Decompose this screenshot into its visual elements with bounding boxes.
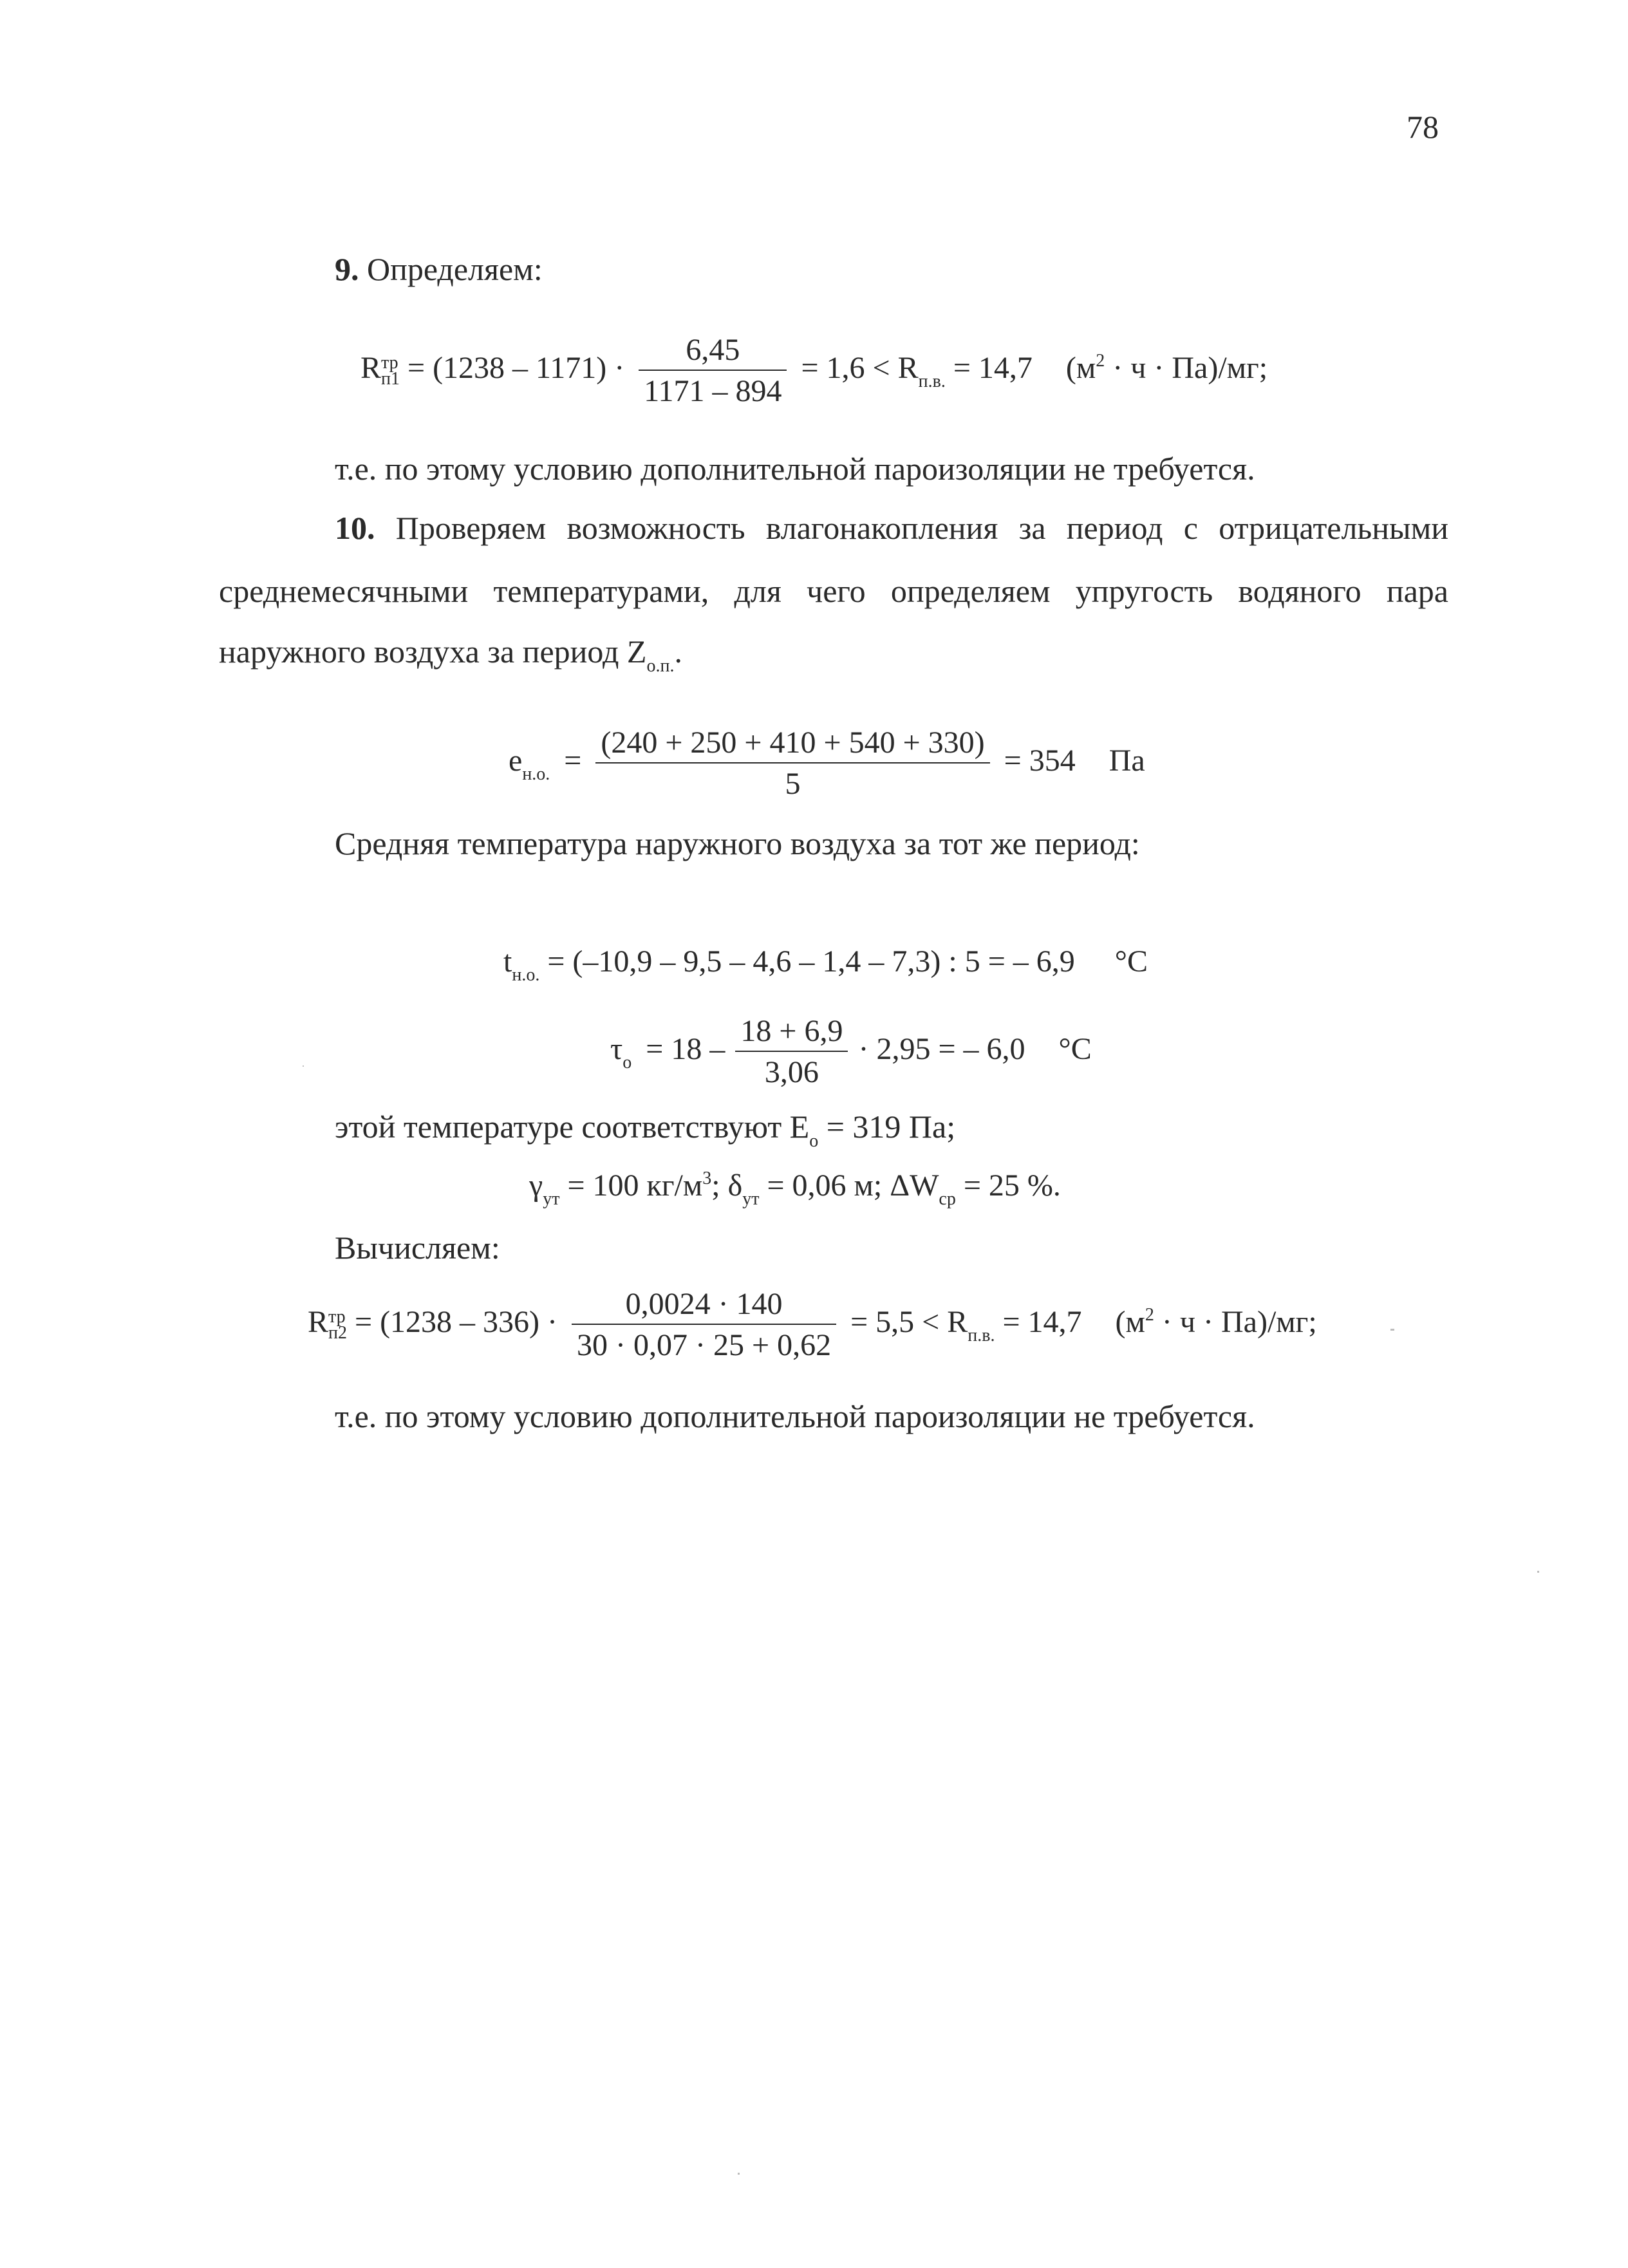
section-10-conclusion: т.е. по этому условию дополнительной пароизоляции не требуется.: [335, 1398, 1255, 1434]
formula-r-p1: R тр п1 = (1238 – 1171) · $\frac{6,45}{1171 - 894}$ = $1,6 < R_{п.в.} = 14,7$ $(м^2 \cdot ч \cdot Па)/мг$;: [360, 333, 1268, 408]
fraction: $\frac{6,45}{1171 - 894}$: [639, 335, 787, 407]
fraction: $\frac{18 + 6,9}{3,06}$: [735, 1016, 848, 1088]
section-10-line-2: среднемесячными температурами, для чего определяем упругость водяного пара: [219, 573, 1448, 609]
compute-label: Вычисляем:: [335, 1230, 500, 1266]
formula-e-no: $e_{н.о.}$ = $\frac{(240 + 250 + 410 + 540 + 330)}{5}$ = 354 Па: [509, 726, 1145, 801]
section-10-number: 10.: [335, 510, 375, 546]
scan-speck: [303, 1065, 304, 1067]
section-9-conclusion: т.е. по этому условию дополнительной пароизоляции не требуется.: [335, 451, 1255, 487]
formula-t-no: $t_{н.о.} = (-10,9 - 9,5 - 4,6 - 1,4 - 7,3)$ : 5 = – 6,9 °C: [503, 944, 1148, 985]
fraction: $\frac{(240 + 250 + 410 + 540 + 330)}{5}$: [595, 727, 989, 800]
avg-temp-text: Средняя температура наружного воздуха за тот же период:: [335, 825, 1140, 861]
scan-speck: [1390, 1329, 1394, 1331]
section-9-number: 9.: [335, 251, 359, 287]
fraction: $\frac{0,0024 \cdot 140}{30 \cdot 0,07 \cdot 25 + 0,62}$: [572, 1289, 836, 1361]
section-10-line-3: наружного воздуха за период $Z_{о.п.}$.: [219, 633, 682, 676]
formula-tau: $\tau_о = 18$ – $\frac{18 + 6,9}{3,06}$ · 2,95 = – 6,0 °C: [610, 1014, 1092, 1089]
section-9-title: Определяем:: [367, 251, 543, 287]
scan-speck: [1537, 1571, 1539, 1573]
parameters-line: $\gamma_{ут} = 100$ $кг/м^3$; $\delta_{ут} = 0,06$ м; $\Delta W_{ср} = 25$ %.: [529, 1168, 1061, 1209]
E-value-text: этой температуре соответствуют $E_о = 319$ Па;: [335, 1109, 956, 1151]
scan-speck: [738, 2173, 740, 2175]
formula-r-p2: R тр п2 = (1238 – 336) · $\frac{0,0024 \cdot 140}{30 \cdot 0,07 \cdot 25 + 0,62}$ = $5,5 < R_{п.в.} = 14,7$ $(м^2 \cdot ч \cdot Па)/мг$;: [308, 1287, 1317, 1362]
page-number: 78: [1407, 109, 1439, 145]
section-10-line-1: 10. Проверяем возможность влагонакопления за период с отрицательными: [335, 510, 1448, 546]
section-9-heading: [335, 253, 543, 285]
